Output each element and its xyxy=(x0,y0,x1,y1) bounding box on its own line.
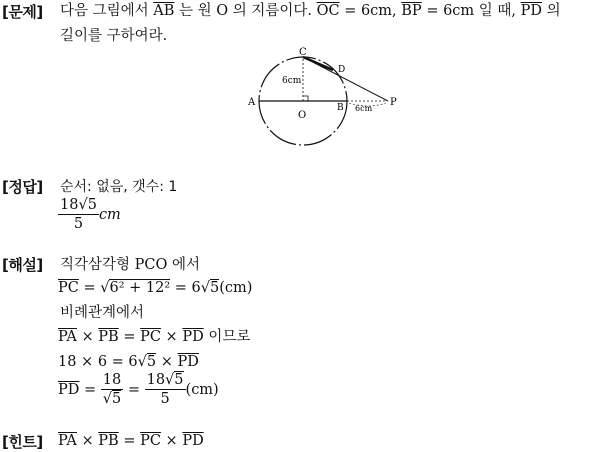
segment-pa: $\overline{PA}$ xyxy=(58,329,77,345)
answer-meta: 순서: 없음, 갯수: 1 xyxy=(60,179,178,195)
answer-value xyxy=(58,197,121,233)
point-a-label: A xyxy=(248,97,256,108)
solution-line-4 xyxy=(58,328,250,346)
segment-pd: $\overline{PD}$ xyxy=(58,382,80,398)
answer-label: [정답] xyxy=(2,178,43,196)
label-oc-length: 6cm xyxy=(282,76,302,86)
solution-line-3: 비례관계에서 xyxy=(60,305,145,321)
equals-sign: = xyxy=(84,382,97,398)
equals-sign: = xyxy=(123,433,136,449)
segment-pc: $\overline{PC}$ xyxy=(58,280,79,296)
segment-pd: $\overline{PD}$ xyxy=(177,354,199,370)
question-line-1 xyxy=(60,2,561,20)
segment-pd: $\overline{PD}$ xyxy=(182,329,204,345)
equals-sign: = xyxy=(83,280,96,296)
question-line-2: 길이를 구하여라. xyxy=(60,28,168,44)
solution-text: 이므로 xyxy=(208,329,251,345)
point-b-label: B xyxy=(337,103,344,113)
question-label: [문제] xyxy=(2,3,43,21)
equals-sign: = xyxy=(123,329,136,345)
unit-label: (cm) xyxy=(219,280,253,296)
segment-bp: $\overline{BP}$ xyxy=(401,3,422,19)
answer-fraction: $\frac{18√5}{5}$ xyxy=(60,197,97,232)
point-c-label: C xyxy=(299,47,307,58)
question-text: 다음 그림에서 xyxy=(60,3,149,19)
solution-line-1: 직각삼각형 PCO 에서 xyxy=(60,257,201,273)
fraction-1-radicand: 5 xyxy=(112,391,122,407)
right-angle-mark xyxy=(303,96,308,101)
question-text: 의 xyxy=(546,3,561,19)
solution-line-2: $\overline{PC} = √6^2 + 12^2 = 6√5(cm)$ xyxy=(58,280,253,296)
fraction-2-numerator: 18 xyxy=(146,372,166,388)
hint-line xyxy=(58,432,204,450)
radicand-pc: 6² + 12² xyxy=(109,280,171,296)
circle-figure xyxy=(245,46,405,146)
fraction-2-denominator: 5 xyxy=(160,391,170,407)
segment-pa: $\overline{PA}$ xyxy=(58,433,77,449)
result-coefficient: = 6 xyxy=(174,280,201,296)
fraction-2-radicand: 5 xyxy=(174,372,184,388)
point-p-label: P xyxy=(390,97,397,108)
solution-label: [해설] xyxy=(2,256,43,274)
segment-pc: $\overline{PC}$ xyxy=(140,329,161,345)
fraction-2: $\frac{18√5}{5}$ xyxy=(146,372,184,407)
solution-line-5: $18 \times 6 = 6√5 \times \overline{PD}$ xyxy=(58,354,199,370)
times-sign: × xyxy=(81,329,94,345)
segment-pb: $\overline{PB}$ xyxy=(98,433,119,449)
segment-ab: $\overline{AB}$ xyxy=(153,3,175,19)
hint-label: [힌트] xyxy=(2,433,43,451)
unit-label: (cm) xyxy=(185,382,219,398)
answer-unit: cm xyxy=(98,207,121,223)
answer-radicand: 5 xyxy=(87,197,97,213)
segment-oc: $\overline{OC}$ xyxy=(316,3,340,19)
segment-pb: $\overline{PB}$ xyxy=(98,329,119,345)
segment-pc: $\overline{PC}$ xyxy=(140,433,161,449)
times-sign: × xyxy=(160,354,173,370)
segment-pd: $\overline{PD}$ xyxy=(520,3,543,19)
question-text: = 6cm 일 때, xyxy=(426,3,517,19)
times-sign: × xyxy=(165,433,178,449)
result-radicand: 5 xyxy=(210,280,220,296)
equation-part: 18 × 6 = 6 xyxy=(58,354,138,370)
times-sign: × xyxy=(81,433,94,449)
fraction-1: $\frac{18}{√5}$ xyxy=(102,372,122,407)
solution-line-6 xyxy=(58,372,219,408)
equals-sign: = xyxy=(127,382,140,398)
answer-numerator: 18 xyxy=(60,197,79,213)
label-bp-length: 6cm xyxy=(355,104,373,113)
point-d-label: D xyxy=(338,65,346,75)
question-text: 는 원 O 의 지름이다. xyxy=(179,3,312,19)
fraction-1-numerator: 18 xyxy=(102,372,122,388)
point-o-label: O xyxy=(298,110,307,121)
segment-pd: $\overline{PD}$ xyxy=(182,433,204,449)
times-sign: × xyxy=(165,329,178,345)
question-text: = 6cm, xyxy=(344,3,397,19)
radicand: 5 xyxy=(146,354,157,370)
segment-c-d xyxy=(303,57,333,70)
answer-denominator: 5 xyxy=(73,216,84,232)
